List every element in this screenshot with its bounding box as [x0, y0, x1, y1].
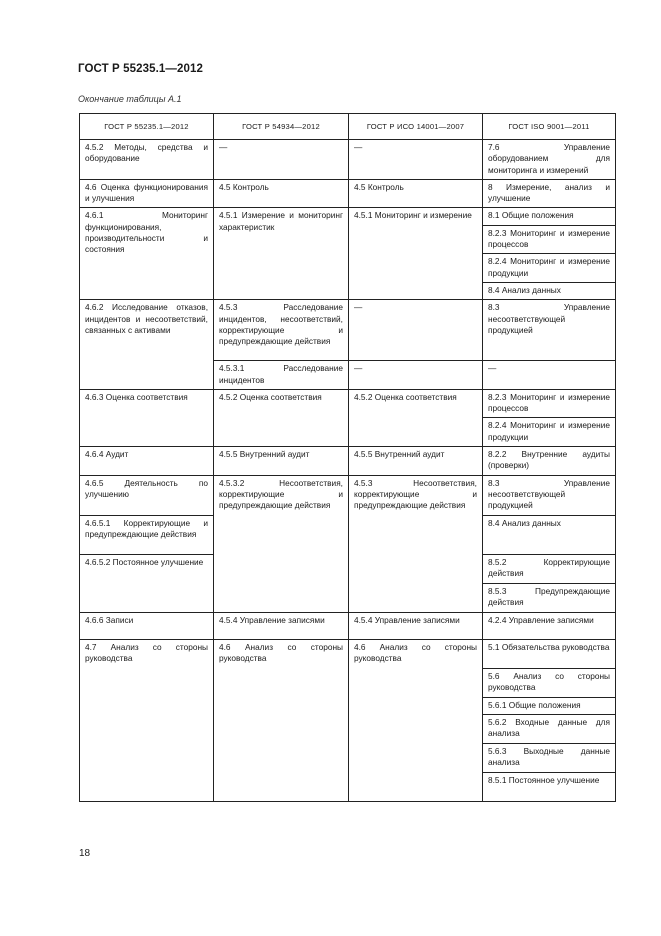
- table-cell: 4.5.3 Несоответствия, корректирующие и предупреждающие действия: [349, 475, 483, 612]
- table-cell: 8.1 Общие положения: [483, 208, 616, 225]
- table-cell: 4.6 Оценка функционирования и улучшения: [80, 179, 214, 208]
- table-cell: 8.3 Управление несоответствующей продукцией: [483, 475, 616, 515]
- table-cell: 4.5.4 Управление записями: [349, 612, 483, 639]
- table-cell: 4.5.5 Внутренний аудит: [349, 447, 483, 476]
- table-cell: 8.2.4 Мониторинг и измерение продукции: [483, 254, 616, 283]
- table-cell: —: [214, 140, 349, 180]
- table-cell: 4.5.5 Внутренний аудит: [214, 447, 349, 476]
- table-cell: —: [349, 361, 483, 390]
- table-cell: 8.2.2 Внутренние аудиты (проверки): [483, 447, 616, 476]
- table-cell: 5.1 Обязательства руководства: [483, 639, 616, 668]
- table-row: [80, 639, 616, 668]
- table-cell: 8.5.3 Предупреждающие действия: [483, 583, 616, 612]
- table-cell: 4.7 Анализ со стороны руководства: [80, 639, 214, 801]
- document-title: ГОСТ Р 55235.1—2012: [78, 63, 203, 75]
- table-cell: 7.6 Управление оборудованием для мониторинга и измерений: [483, 140, 616, 180]
- table-row: [80, 300, 616, 361]
- table-cell: 5.6.1 Общие положения: [483, 697, 616, 714]
- table-cell: 4.5.2 Оценка соответствия: [349, 389, 483, 446]
- table-cell: 4.6 Анализ со стороны руководства: [349, 639, 483, 801]
- table-cell: 8.4 Анализ данных: [483, 515, 616, 554]
- table-cell: 4.6.2 Исследование отказов, инцидентов и несоответствий, связанных с активами: [80, 300, 214, 390]
- table-cell: 4.6.6 Записи: [80, 612, 214, 639]
- table-cell: 4.2.4 Управление записями: [483, 612, 616, 639]
- table-cell: 4.6 Анализ со стороны руководства: [214, 639, 349, 801]
- table-row: [80, 475, 616, 515]
- column-header: ГОСТ Р ИСО 14001—2007: [349, 114, 483, 140]
- table-cell: 4.5.4 Управление записями: [214, 612, 349, 639]
- table-row: [80, 208, 616, 225]
- table-cell: 4.5.3 Расследование инцидентов, несоответствий, корректирующие и предупреждающие действия: [214, 300, 349, 361]
- table-cell: 4.6.5 Деятельность по улучшению: [80, 475, 214, 515]
- table-cell: 5.6 Анализ со стороны руководства: [483, 668, 616, 697]
- table-cell: 4.6.5.2 Постоянное улучшение: [80, 554, 214, 612]
- table-cell: —: [483, 361, 616, 390]
- table-cell: 8 Измерение, анализ и улучшение: [483, 179, 616, 208]
- table-cell: 8.2.3 Мониторинг и измерение процессов: [483, 225, 616, 254]
- table-row: [80, 140, 616, 180]
- table-cell: 8.3 Управление несоответствующей продукцией: [483, 300, 616, 361]
- table-row: [80, 389, 616, 418]
- table-cell: 8.5.2 Корректирующие действия: [483, 554, 616, 583]
- table-cell: —: [349, 140, 483, 180]
- table-cell: 4.5 Контроль: [214, 179, 349, 208]
- table-cell: 8.2.3 Мониторинг и измерение процессов: [483, 389, 616, 418]
- table-cell: 4.5.3.1 Расследование инцидентов: [214, 361, 349, 390]
- table-cell: 8.4 Анализ данных: [483, 282, 616, 299]
- table-cell: 4.6.1 Мониторинг функционирования, производительности и состояния: [80, 208, 214, 300]
- table-cell: 4.5 Контроль: [349, 179, 483, 208]
- table-header-row: [80, 114, 616, 140]
- column-header: ГОСТ Р 55235.1—2012: [80, 114, 214, 140]
- table-cell: 8.2.4 Мониторинг и измерение продукции: [483, 418, 616, 447]
- table-cell: 4.6.5.1 Корректирующие и предупреждающие действия: [80, 515, 214, 554]
- table-cell: 4.5.3.2 Несоответствия, корректирующие и предупреждающие действия: [214, 475, 349, 612]
- table-cell: —: [349, 300, 483, 361]
- comparison-table: [79, 113, 616, 802]
- table-row: [80, 447, 616, 476]
- table-cell: 4.6.3 Оценка соответствия: [80, 389, 214, 446]
- table-cell: 4.5.1 Измерение и мониторинг характеристик: [214, 208, 349, 300]
- table-row: [80, 179, 616, 208]
- table-cell: 4.5.2 Методы, средства и оборудование: [80, 140, 214, 180]
- table-caption: Окончание таблицы А.1: [78, 94, 182, 104]
- table-cell: 5.6.2 Входные данные для анализа: [483, 714, 616, 743]
- table-cell: 4.6.4 Аудит: [80, 447, 214, 476]
- table-cell: 4.5.1 Мониторинг и измерение: [349, 208, 483, 300]
- column-header: ГОСТ ISO 9001—2011: [483, 114, 616, 140]
- table-cell: 5.6.3 Выходные данные анализа: [483, 743, 616, 772]
- page-number: 18: [79, 848, 91, 859]
- table-cell: 8.5.1 Постоянное улучшение: [483, 772, 616, 801]
- table-row: [80, 612, 616, 639]
- column-header: ГОСТ Р 54934—2012: [214, 114, 349, 140]
- table-cell: 4.5.2 Оценка соответствия: [214, 389, 349, 446]
